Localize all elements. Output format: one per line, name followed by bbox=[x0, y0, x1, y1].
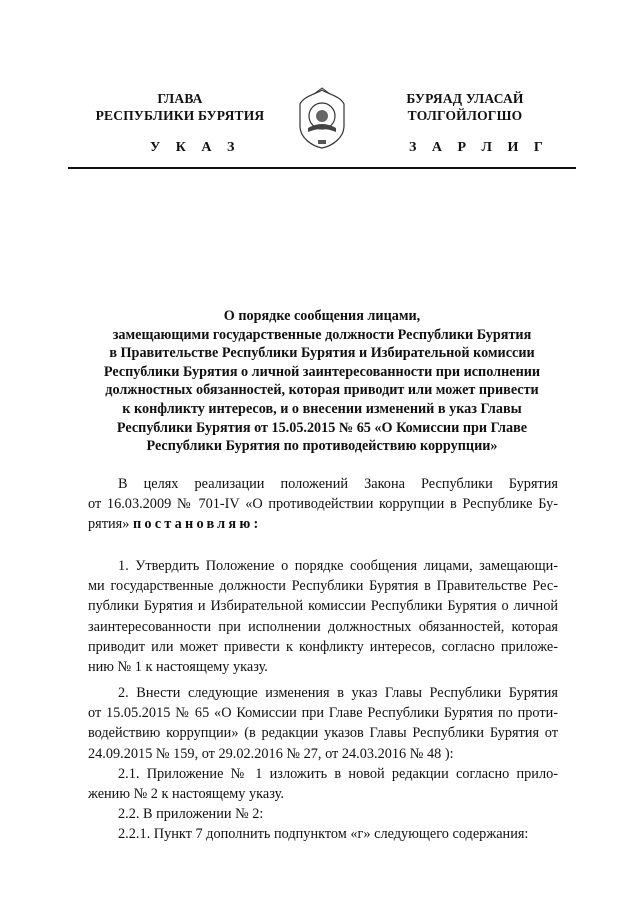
body-line: 2.2.1. Пункт 7 дополнить подпунктом «г» следующего содержания: bbox=[118, 826, 529, 843]
header-divider bbox=[68, 167, 576, 169]
header-left-line-2: РЕСПУБЛИКИ БУРЯТИЯ bbox=[95, 108, 265, 123]
title-line: Республики Бурятия по противодействию коррупции» bbox=[146, 438, 498, 455]
header-right-line-2: ТОЛГОЙЛОГШО bbox=[407, 108, 523, 123]
body-line: В целях реализации положений Закона Республики Бурятия bbox=[118, 476, 558, 492]
preamble-paragraph bbox=[88, 474, 558, 535]
body-line: приводит или может привести к конфликту интересов, согласно приложе- bbox=[88, 638, 558, 655]
header-left-line-1: ГЛАВА bbox=[157, 91, 203, 106]
title-line: должностных обязанностей, которая приводит или может привести bbox=[105, 382, 539, 399]
body-line: нию № 1 к настоящему указу. bbox=[88, 659, 268, 676]
decree-word: постановляю: bbox=[132, 516, 262, 533]
paragraph-1 bbox=[88, 556, 558, 677]
title-line: О порядке сообщения лицами, bbox=[223, 308, 421, 324]
body-line: 2. Внести следующие изменения в указ Главы Республики Бурятия bbox=[118, 685, 558, 701]
body-line: ми государственные должности Республики Бурятия в Правительстве Рес- bbox=[88, 578, 558, 595]
body-line bbox=[88, 514, 558, 534]
body-line: 1. Утвердить Положение о порядке сообщения лицами, замещающи- bbox=[118, 558, 558, 574]
body-line: 2.2. В приложении № 2: bbox=[118, 806, 264, 823]
header-left bbox=[80, 90, 280, 124]
body-line: заинтересованности при исполнении должностных обязанностей, которая bbox=[88, 618, 558, 635]
title-line: в Правительстве Республики Бурятия и Избирательной комиссии bbox=[109, 345, 535, 362]
body-line: жению № 2 к настоящему указу. bbox=[88, 786, 284, 803]
body-line: от 15.05.2015 № 65 «О Комиссии при Главе Республики Бурятия по проти- bbox=[88, 705, 558, 722]
header-right bbox=[370, 90, 560, 124]
header-right-line-1: БУРЯАД УЛАСАЙ bbox=[406, 91, 524, 106]
body-line: публики Бурятия и Избирательной комиссии Республики Бурятия о личной bbox=[88, 598, 558, 615]
document-type-right: З А Р Л И Г bbox=[409, 140, 549, 155]
title-line: Республики Бурятия о личной заинтересованности при исполнении bbox=[103, 363, 541, 380]
body-line: от 16.03.2009 № 701-IV «О противодействии коррупции в Республике Бу- bbox=[88, 496, 558, 513]
body-line: водействию коррупции» (в редакции указов Главы Республики Бурятия от bbox=[88, 725, 558, 742]
title-line: замещающими государственные должности Республики Бурятия bbox=[112, 326, 532, 343]
body-line: 24.09.2015 № 159, от 29.02.2016 № 27, от 24.03.2016 № 48 ): bbox=[88, 745, 454, 762]
document-type-left: У К А З bbox=[150, 140, 241, 155]
preamble-end-text: рятия» bbox=[88, 516, 130, 533]
title-line: к конфликту интересов, и о внесении изменений в указ Главы bbox=[122, 400, 522, 417]
title-line: Республики Бурятия от 15.05.2015 № 65 «О Комиссии при Главе bbox=[116, 419, 528, 436]
coat-of-arms-icon bbox=[296, 86, 348, 150]
body-line: 2.1. Приложение № 1 изложить в новой редакции согласно прило- bbox=[118, 765, 558, 782]
document-title bbox=[78, 307, 566, 456]
paragraph-2 bbox=[88, 683, 558, 845]
